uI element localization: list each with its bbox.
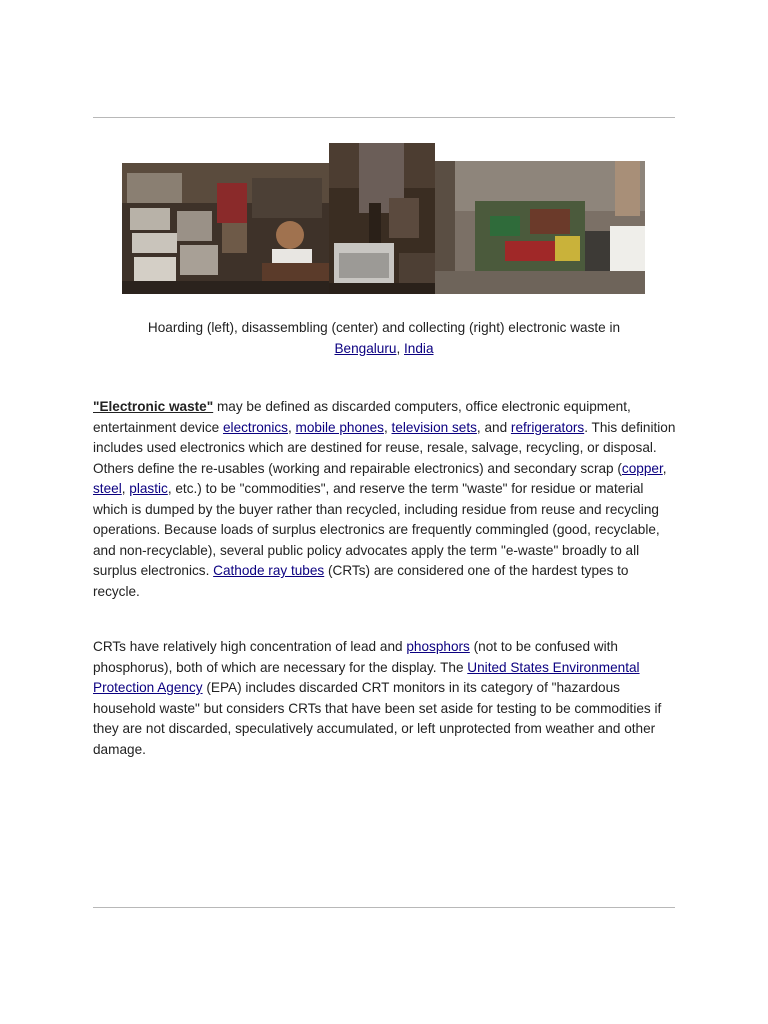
p1-text-1: may be defined as discarded computers, office electronic equipment, entertainment device: [93, 399, 631, 435]
p1-text-3: ,: [383, 419, 392, 435]
p1-text-2: ,: [287, 419, 296, 435]
caption-text: Hoarding (left), disassembling (center) and collecting (right) electronic waste in: [147, 320, 621, 335]
paragraph-electronic-waste-definition: [93, 397, 677, 602]
p2-text-2: (not to be confused with phosphorus), both of which are necessary for the display. The: [93, 639, 618, 675]
plastic-link[interactable]: plastic: [129, 481, 168, 496]
p2-text-3: (EPA) includes discarded CRT monitors in its category of "hazardous household waste" but considers CRTs that have been set aside for testing to be commodities if they are not discarded, speculatively accumulated, or left unprotected from weather and other damage.: [93, 680, 662, 757]
bengaluru-link[interactable]: Bengaluru: [334, 340, 397, 356]
cathode-ray-tubes-link[interactable]: Cathode ray tubes: [213, 563, 325, 578]
disassembling-photo: [329, 143, 435, 294]
steel-link[interactable]: steel: [93, 481, 122, 496]
india-link[interactable]: India: [404, 340, 434, 356]
copper-link[interactable]: copper: [621, 460, 663, 476]
p1-text-8: , etc.) to be "commodities", and reserve the term "waste" for residue or material which is dumped by the buyer rather than recycled, including residue from reuse and recycling operations. Because loads of surplus electronics are frequently commingled (good, recyclable, and non-recyclable), several public policy advocates apply the term "e-waste" broadly to all surplus electronics.: [93, 481, 660, 578]
electronics-link[interactable]: electronics: [222, 419, 288, 435]
epa-link[interactable]: United States Environmental Protection Agency: [93, 659, 640, 695]
p1-text-4: , and: [476, 419, 511, 435]
p1-text-9: (CRTs) are considered one of the hardest types to recycle.: [93, 563, 629, 599]
paragraph-crt-hazards: [93, 637, 677, 760]
collecting-photo: [435, 161, 645, 294]
mobile-phones-link[interactable]: mobile phones: [295, 419, 384, 435]
television-sets-link[interactable]: television sets: [391, 419, 477, 435]
p2-text-1: CRTs have relatively high concentration of lead and: [93, 639, 407, 654]
phosphors-link[interactable]: phosphors: [406, 639, 470, 654]
term-electronic-waste: "Electronic waste": [93, 399, 214, 414]
bottom-divider: [93, 907, 675, 908]
figure-caption: [130, 318, 638, 359]
refrigerators-link[interactable]: refrigerators: [510, 419, 585, 435]
p1-text-7: ,: [121, 481, 130, 496]
hoarding-photo: [122, 163, 329, 294]
top-divider: [93, 117, 675, 118]
p1-text-6: ,: [662, 460, 667, 476]
caption-separator: ,: [396, 340, 405, 356]
p1-text-5: . This definition includes used electronics which are destined for reuse, resale, salvage, recycling, or disposal. Others define the re-usables (working and repairable electronics) and secondary scrap (: [93, 419, 676, 476]
